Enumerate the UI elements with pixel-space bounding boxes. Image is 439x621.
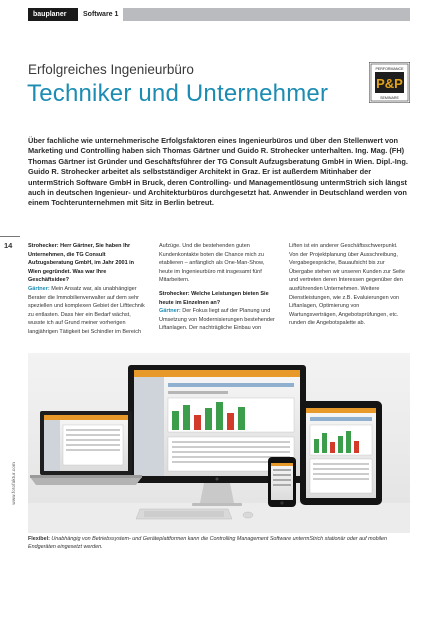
answer-1: Mein Ansatz war, als unabhängiger Berater die Immobilienverwalter auf dem sehr speziellen und komplexen Gebiet der Lifttechnik zu entlasten. Dass hier ein Bedarf wächst, wusste ich auf Grund meiner vorherigen langjährigen Tätigkeit bei Schindler im Bereich — [28, 285, 145, 335]
mouse — [243, 512, 253, 518]
logo-bottom-text: SEMINARE — [380, 96, 399, 100]
question-1: Strohecker: Herr Gärtner, Sie haben Ihr Unternehmen, die TG Consult Aufzugsberatung GmbH, im Jahr 2001 in Wien gegründet. Was war Ihre Geschäftsidee? — [28, 243, 135, 284]
headline: Techniker und Unternehmer — [27, 80, 329, 107]
logo-top-text: PERFORMANCE — [375, 67, 404, 71]
lead-text: Über fachliche wie unternehmerische Erfolgsfaktoren eines Ingenieurbüros und über den Stellenwert von Marketing und Controlling haben sich Thomas Gärtner und Guido R. Strohecker unterhalten. Ing. Mag. (FH) Thomas Gärtner ist Gründer und Geschäftsführer der TG Consult Aufzugsberatung GmbH in Wien. Dipl.-Ing. Guido R. Strohecker arbeitet als selbstständiger Architekt in Graz. Er ist außerdem Mitinhaber der untermStrich Software GmbH in Bruck, deren Controlling- und Managementlösung untermStrich sich längst auch in deutschen Ingenieur- und Architekturbüros durchgesetzt hat. Anwender in Deutschland werden von einem Tochterunternehmen mit Sitz in Berlin betreut. — [28, 136, 408, 208]
answer-2: Der Fokus liegt auf der Planung und Umsetzung von Modernisierungen bestehender Liftanlagen. Der nachträgliche Einbau von — [159, 308, 275, 332]
laptop — [30, 411, 142, 485]
answer-1-speaker: Gärtner: — [28, 285, 50, 292]
column-2 — [159, 242, 277, 338]
page-number-rule — [0, 236, 20, 237]
column-1 — [28, 242, 146, 342]
answer-2-speaker: Gärtner: — [159, 308, 181, 315]
caption-text: Unabhängig von Betriebssystem- und Geräteplattformen kann die Controlling Management Software untermStrich stationär oder auf mobilen Endgeräten eingesetzt werden. — [28, 536, 387, 550]
devices-illustration — [28, 353, 410, 533]
performance-seminare-logo — [369, 62, 410, 103]
tablet — [300, 401, 382, 505]
device-photo — [28, 353, 410, 533]
lead-paragraph — [28, 136, 414, 209]
header-bar — [28, 8, 410, 21]
caption-label: Flexibel: — [28, 536, 50, 542]
photo-credit: www.fotofaktur.com — [11, 462, 16, 505]
column-3-text: Liften ist ein anderer Geschäftsschwerpunkt. Von der Projektplanung über Ausschreibung, Vergabegespräche, Bauaufsicht bis zur Übergabe stehen wir unseren Kunden zur Seite und vertreten deren Interessen gegenüber den ausführenden Unternehmen. Weitere Dienstleistungen, wie z.B. Evaluierungen von Liftanlagen, Optimierung von Wartungsverträgen, Angebotsprüfungen, etc. runden die Angebotspalette ab. — [289, 243, 405, 327]
logo-main-text: P&P — [376, 76, 403, 91]
smartphone — [268, 457, 296, 507]
section-label: bauplaner — [28, 8, 80, 21]
photo-caption — [28, 536, 410, 551]
kicker: Erfolgreiches Ingenieurbüro — [28, 62, 194, 77]
page-number: 14 — [4, 241, 13, 250]
column-2-text: Aufzüge. Und die bestehenden guten Kundenkontakte boten die Chance mich zu etablieren – anfänglich als One-Man-Show, heute im Ingenieurbüro mit insgesamt fünf Mitarbeitern. — [159, 243, 265, 284]
topic-label: Software 1 — [78, 8, 123, 21]
question-2: Strohecker: Welche Leistungen bieten Sie heute im Einzelnen an? — [159, 290, 269, 306]
column-3 — [289, 242, 407, 333]
keyboard — [136, 509, 232, 519]
